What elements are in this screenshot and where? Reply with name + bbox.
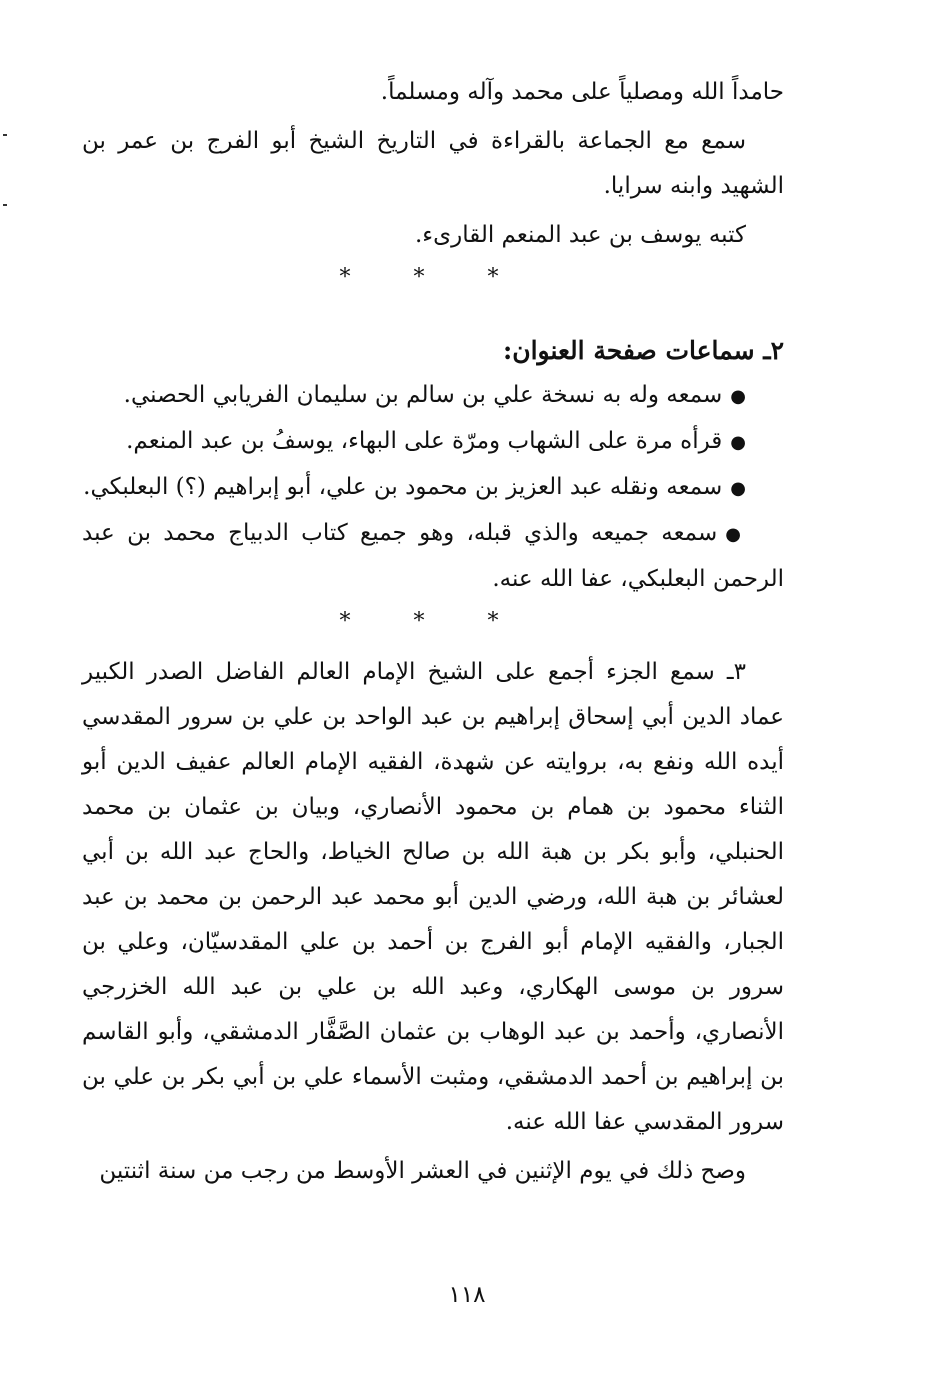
list-item: ● سمعه جميعه والذي قبله، وهو جميع كتاب الدبياج محمد بن عبد الرحمن البعلبكي، عفا الله عنه. bbox=[82, 511, 784, 602]
section-separator: * * * bbox=[339, 265, 527, 290]
section-paragraph: ٣ـ سمع الجزء أجمع على الشيخ الإمام العالم الفاضل الصدر الكبير عماد الدين أبي إسحاق إبراهيم بن عبد الواحد بن علي بن سرور المقدسي أيده الله ونفع به، بروايته عن شهدة، الفقيه الإمام العالم عفيف الدين أبو الثناء محمود بن همام بن محمود الأنصاري، وبيان بن عثمان بن محمد الحنبلي، وأبو بكر بن هبة الله بن صالح الخياط، والحاج عبد الله بن أبي لعشائر بن هبة الله، ورضي الدين أبو محمد عبد الرحمن بن محمد بن عبد الجبار، والفقيه الإمام أبو الفرج بن أحمد بن علي المقدسيّان، وعلي بن سرور بن موسى الهكاري، وعبد الله بن علي بن عبد الله الخزرجي الأنصاري، وأحمد بن عبد الوهاب بن عثمان الصَّفَّار الدمشقي، وأبو القاسم بن إبراهيم بن أحمد الدمشقي، ومثبت الأسماء علي بن أبي بكر بن علي بن سرور المقدسي عفا الله عنه. bbox=[82, 659, 784, 1135]
section-separator: * * * bbox=[339, 609, 527, 634]
closing-paragraph: وصح ذلك في يوم الإثنين في العشر الأوسط من رجب من سنة اثنتين bbox=[99, 1158, 746, 1184]
edge-mark bbox=[3, 134, 7, 136]
opening-line: حامداً الله ومصلياً على محمد وآله ومسلماً. bbox=[380, 79, 784, 105]
edge-mark bbox=[3, 204, 7, 206]
signature-line: كتبه يوسف بن عبد المنعم القارىء. bbox=[414, 222, 746, 248]
page-body bbox=[82, 70, 784, 1194]
section-heading: ٢ـ سماعات صفحة العنوان: bbox=[503, 336, 784, 365]
opening-paragraph: سمع مع الجماعة بالقراءة في التاريخ الشيخ أبو الفرج بن عمر بن الشهيد وابنه سرايا. bbox=[82, 128, 784, 199]
page-number: ١١٨ bbox=[448, 1282, 486, 1308]
list-item: ● سمعه وله به نسخة علي بن سالم بن سليمان الفريابي الحصني. bbox=[82, 373, 784, 419]
list-item: ● قرأه مرة على الشهاب ومرّة على البهاء، يوسفُ بن عبد المنعم. bbox=[82, 419, 784, 465]
list-item: ● سمعه ونقله عبد العزيز بن محمود بن علي، أبو إبراهيم (؟) البعلبكي. bbox=[82, 465, 784, 511]
